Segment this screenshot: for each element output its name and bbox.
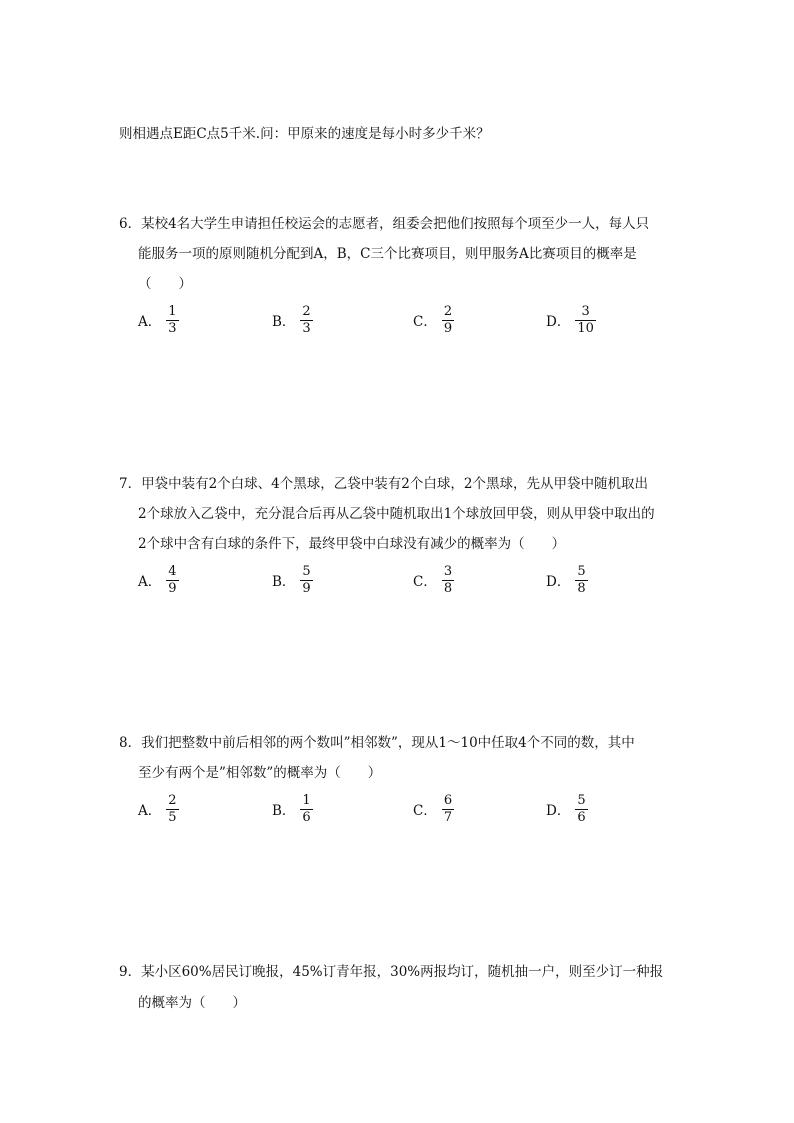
option-a: A． $\frac{1}{3}$ [138, 303, 177, 336]
fraction: $\frac{5}{8}$ [577, 563, 586, 596]
question-number: 9． [119, 964, 142, 980]
fraction: $\frac{1}{6}$ [302, 792, 311, 825]
option-c: C． $\frac{2}{9}$ [413, 303, 453, 336]
question-8-options [138, 787, 738, 831]
fraction: $\frac{4}{9}$ [168, 563, 177, 596]
fraction: $\frac{1}{3}$ [168, 303, 177, 336]
question-6-line-3: （ ） [138, 276, 192, 292]
question-8-line-1: 8．我们把整数中前后相邻的两个数叫”相邻数”，现从1～10中任取4个不同的数，其中 [119, 735, 635, 751]
question-number: 6． [119, 216, 142, 232]
fraction: $\frac{3}{8}$ [443, 563, 453, 596]
option-b: B． $\frac{1}{6}$ [272, 792, 311, 825]
question-number: 7． [119, 476, 142, 492]
question-7-line-1: 7．甲袋中装有2个白球、4个黑球，乙袋中装有2个白球，2个黑球，先从甲袋中随机取出 [119, 476, 648, 492]
question-9-line-1: 9．某小区60%居民订晚报，45%订青年报，30%两报均订，随机抽一户，则至少订一种报 [119, 964, 664, 980]
option-b: B． $\frac{5}{9}$ [272, 563, 311, 596]
question-8-line-2: 至少有两个是”相邻数”的概率为（ ） [138, 765, 382, 781]
fraction: $\frac{5}{9}$ [302, 563, 311, 596]
option-a: A． $\frac{4}{9}$ [138, 563, 177, 596]
question-7-line-2: 2个球放入乙袋中，充分混合后再从乙袋中随机取出1个球放回甲袋，则从甲袋中取出的 [138, 506, 655, 522]
question-number: 8． [119, 735, 142, 751]
question-9-line-2: 的概率为（ ） [138, 995, 246, 1011]
question-6-options [138, 298, 738, 342]
option-d: D． $\frac{5}{6}$ [546, 792, 586, 825]
fraction: $\frac{5}{6}$ [577, 792, 586, 825]
option-b: B． $\frac{2}{3}$ [272, 303, 311, 336]
option-d: D． $\frac{3}{10}$ [546, 303, 594, 336]
intro-line: 则相遇点E距C点5千米.问：甲原来的速度是每小时多少千米？ [119, 126, 490, 142]
question-6-line-1: 6．某校4名大学生申请担任校运会的志愿者，组委会把他们按照每个项至少一人，每人只 [119, 216, 650, 232]
question-6-line-2: 能服务一项的原则随机分配到A，B，C三个比赛项目，则甲服务A比赛项目的概率是 [138, 246, 637, 262]
fraction: $\frac{3}{10}$ [577, 303, 594, 336]
fraction: $\frac{6}{7}$ [443, 792, 453, 825]
option-c: C． $\frac{3}{8}$ [413, 563, 453, 596]
option-a: A． $\frac{2}{5}$ [138, 792, 177, 825]
fraction: $\frac{2}{9}$ [443, 303, 453, 336]
option-d: D． $\frac{5}{8}$ [546, 563, 586, 596]
fraction: $\frac{2}{5}$ [168, 792, 177, 825]
question-7-options [138, 558, 738, 602]
question-7-line-3: 2个球中含有白球的条件下，最终甲袋中白球没有减少的概率为（ ） [138, 536, 566, 552]
fraction: $\frac{2}{3}$ [302, 303, 311, 336]
option-c: C． $\frac{6}{7}$ [413, 792, 453, 825]
